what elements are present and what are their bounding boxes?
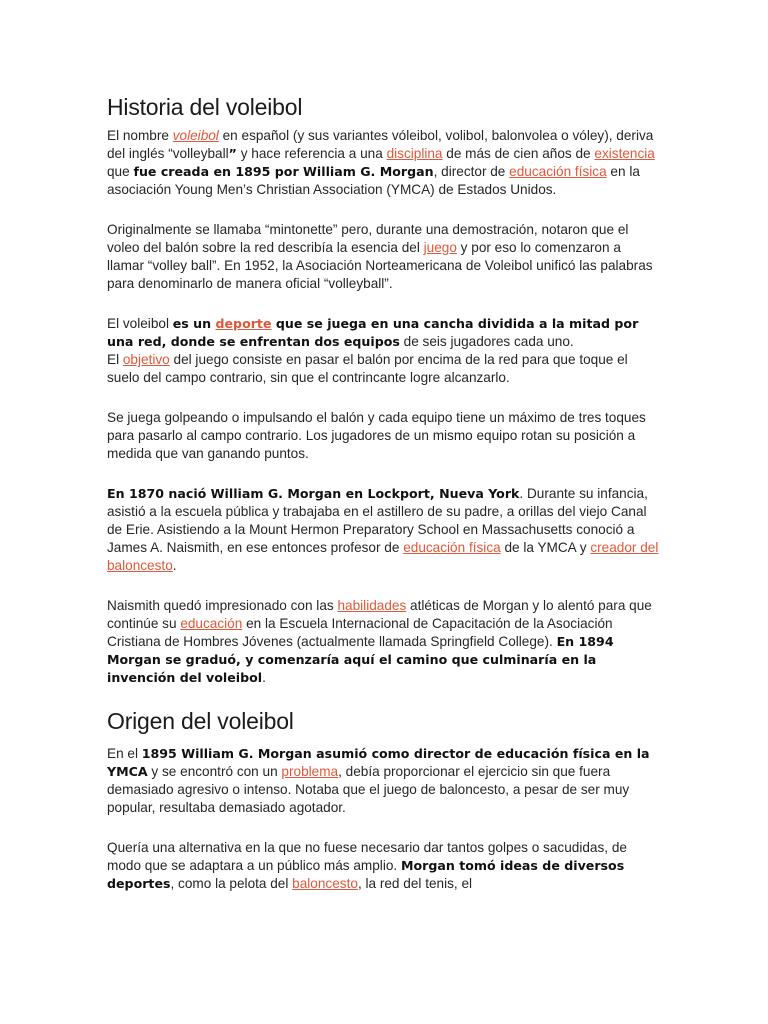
text-run: de la YMCA y <box>500 540 591 555</box>
text-run: Quería una alternativa en la que no fuese necesario dar tantos golpes o sacudidas, de modo que se adaptara a un público más amplio. <box>107 840 627 873</box>
section-title-origen: Origen del voleibol <box>107 708 294 734</box>
text-run: Originalmente se llamaba “mintonette” pero, durante una demostración, notaron que el voleo del balón sobre la red describía la esencia del <box>107 222 629 255</box>
text-run: El <box>107 352 123 367</box>
text-run: y se encontró con un <box>147 764 282 779</box>
bold-text: En 1870 nació William G. Morgan en Lockport, Nueva York <box>107 486 520 501</box>
link-deporte[interactable]: deporte <box>215 316 272 331</box>
paragraph-naismith <box>107 597 660 687</box>
bold-text: es un <box>172 316 216 331</box>
link-problema[interactable]: problema <box>281 764 339 779</box>
paragraph-toques <box>107 409 660 463</box>
link-disciplina[interactable]: disciplina <box>386 146 443 161</box>
text-run: en la Escuela Internacional de Capacitación de la Asociación Cristiana de Hombres Jóvenes (actualmente llamada Springfield College). <box>107 616 613 649</box>
paragraph-nombre <box>107 127 660 199</box>
text-run: Se juega golpeando o impulsando el balón y cada equipo tiene un máximo de tres toques para pasarlo al campo contrario. Los jugadores de un mismo equipo rotan su posición a medida que van ganando puntos. <box>107 410 646 461</box>
page-title: Historia del voleibol <box>107 94 303 120</box>
bold-text: En 1894 Morgan se graduó, y comenzaría aquí el camino que culminaría en la invención del voleibol <box>107 634 614 685</box>
text-run: del juego consiste en pasar el balón por encima de la red para que toque el suelo del campo contrario, sin que el contrincante logre alcanzarlo. <box>107 352 628 385</box>
link-existencia[interactable]: existencia <box>594 146 655 161</box>
text-run: atléticas de Morgan y lo alentó para que continúe su <box>107 598 652 631</box>
link-voleibol[interactable]: voleibol <box>172 128 219 143</box>
paragraph-mintonette <box>107 221 660 293</box>
bold-text: que se juega en una cancha dividida a la mitad por una red, donde se enfrentan dos equipos <box>107 316 639 349</box>
link-baloncesto[interactable]: baloncesto <box>292 876 358 891</box>
text-run: Naismith quedó impresionado con las <box>107 598 338 613</box>
paragraph-ymca-1895 <box>107 745 660 817</box>
link-creador-baloncesto[interactable]: creador del baloncesto <box>107 540 659 573</box>
link-educacion-fisica[interactable]: educación física <box>509 164 607 179</box>
text-run: , como la pelota del <box>170 876 293 891</box>
text-run: En el <box>107 746 142 761</box>
text-run: en español (y sus variantes vóleibol, volibol, balonvolea o vóley), deriva del inglés “volleyball <box>107 128 654 161</box>
text-run: . Durante su infancia, asistió a la escuela pública y trabajaba en el astillero de su padre, a orillas del viejo Canal de Erie. Asistiendo a la Mount Hermon Preparatory School en Massachusetts conoció a James A. Naismith, en ese entonces profesor de <box>107 486 648 555</box>
bold-quote: ” <box>228 146 237 161</box>
paragraph-morgan-1870 <box>107 485 660 575</box>
text-run: en la asociación Young Men’s Christian Association (YMCA) de Estados Unidos. <box>107 164 640 197</box>
link-educacion-fisica-2[interactable]: educación física <box>403 540 501 555</box>
text-run: . <box>172 558 177 573</box>
text-run: y por eso lo comenzaron a llamar “volley ball”. En 1952, la Asociación Norteamericana de Voleibol unificó las palabras para denominarlo de manera oficial “volleyball”. <box>107 240 653 291</box>
text-run: , la red del tenis, el <box>357 876 473 891</box>
link-habilidades[interactable]: habilidades <box>337 598 407 613</box>
paragraph-alternativa <box>107 839 660 893</box>
text-run: de más de cien años de <box>442 146 595 161</box>
link-objetivo[interactable]: objetivo <box>122 352 170 367</box>
text-run: de seis jugadores cada uno. <box>399 334 574 349</box>
link-educacion[interactable]: educación <box>180 616 243 631</box>
link-juego[interactable]: juego <box>423 240 457 255</box>
text-run: El voleibol <box>107 316 173 331</box>
bold-text: Morgan tomó ideas de diversos deportes <box>107 858 625 891</box>
text-run: que <box>107 164 134 179</box>
text-run: , debía proporcionar el ejercicio sin que fuera demasiado agresivo o intenso. Notaba que el juego de baloncesto, a pesar de ser muy popular, resultaba demasiado agotador. <box>107 764 630 815</box>
bold-text: fue creada en 1895 por William G. Morgan <box>133 164 434 179</box>
paragraph-deporte <box>107 315 660 387</box>
text-run: y hace referencia a una <box>236 146 387 161</box>
text-run: . <box>262 670 266 685</box>
text-run: El nombre <box>107 128 173 143</box>
text-run: , director de <box>433 164 510 179</box>
bold-text: 1895 William G. Morgan asumió como director de educación física en la YMCA <box>107 746 650 779</box>
